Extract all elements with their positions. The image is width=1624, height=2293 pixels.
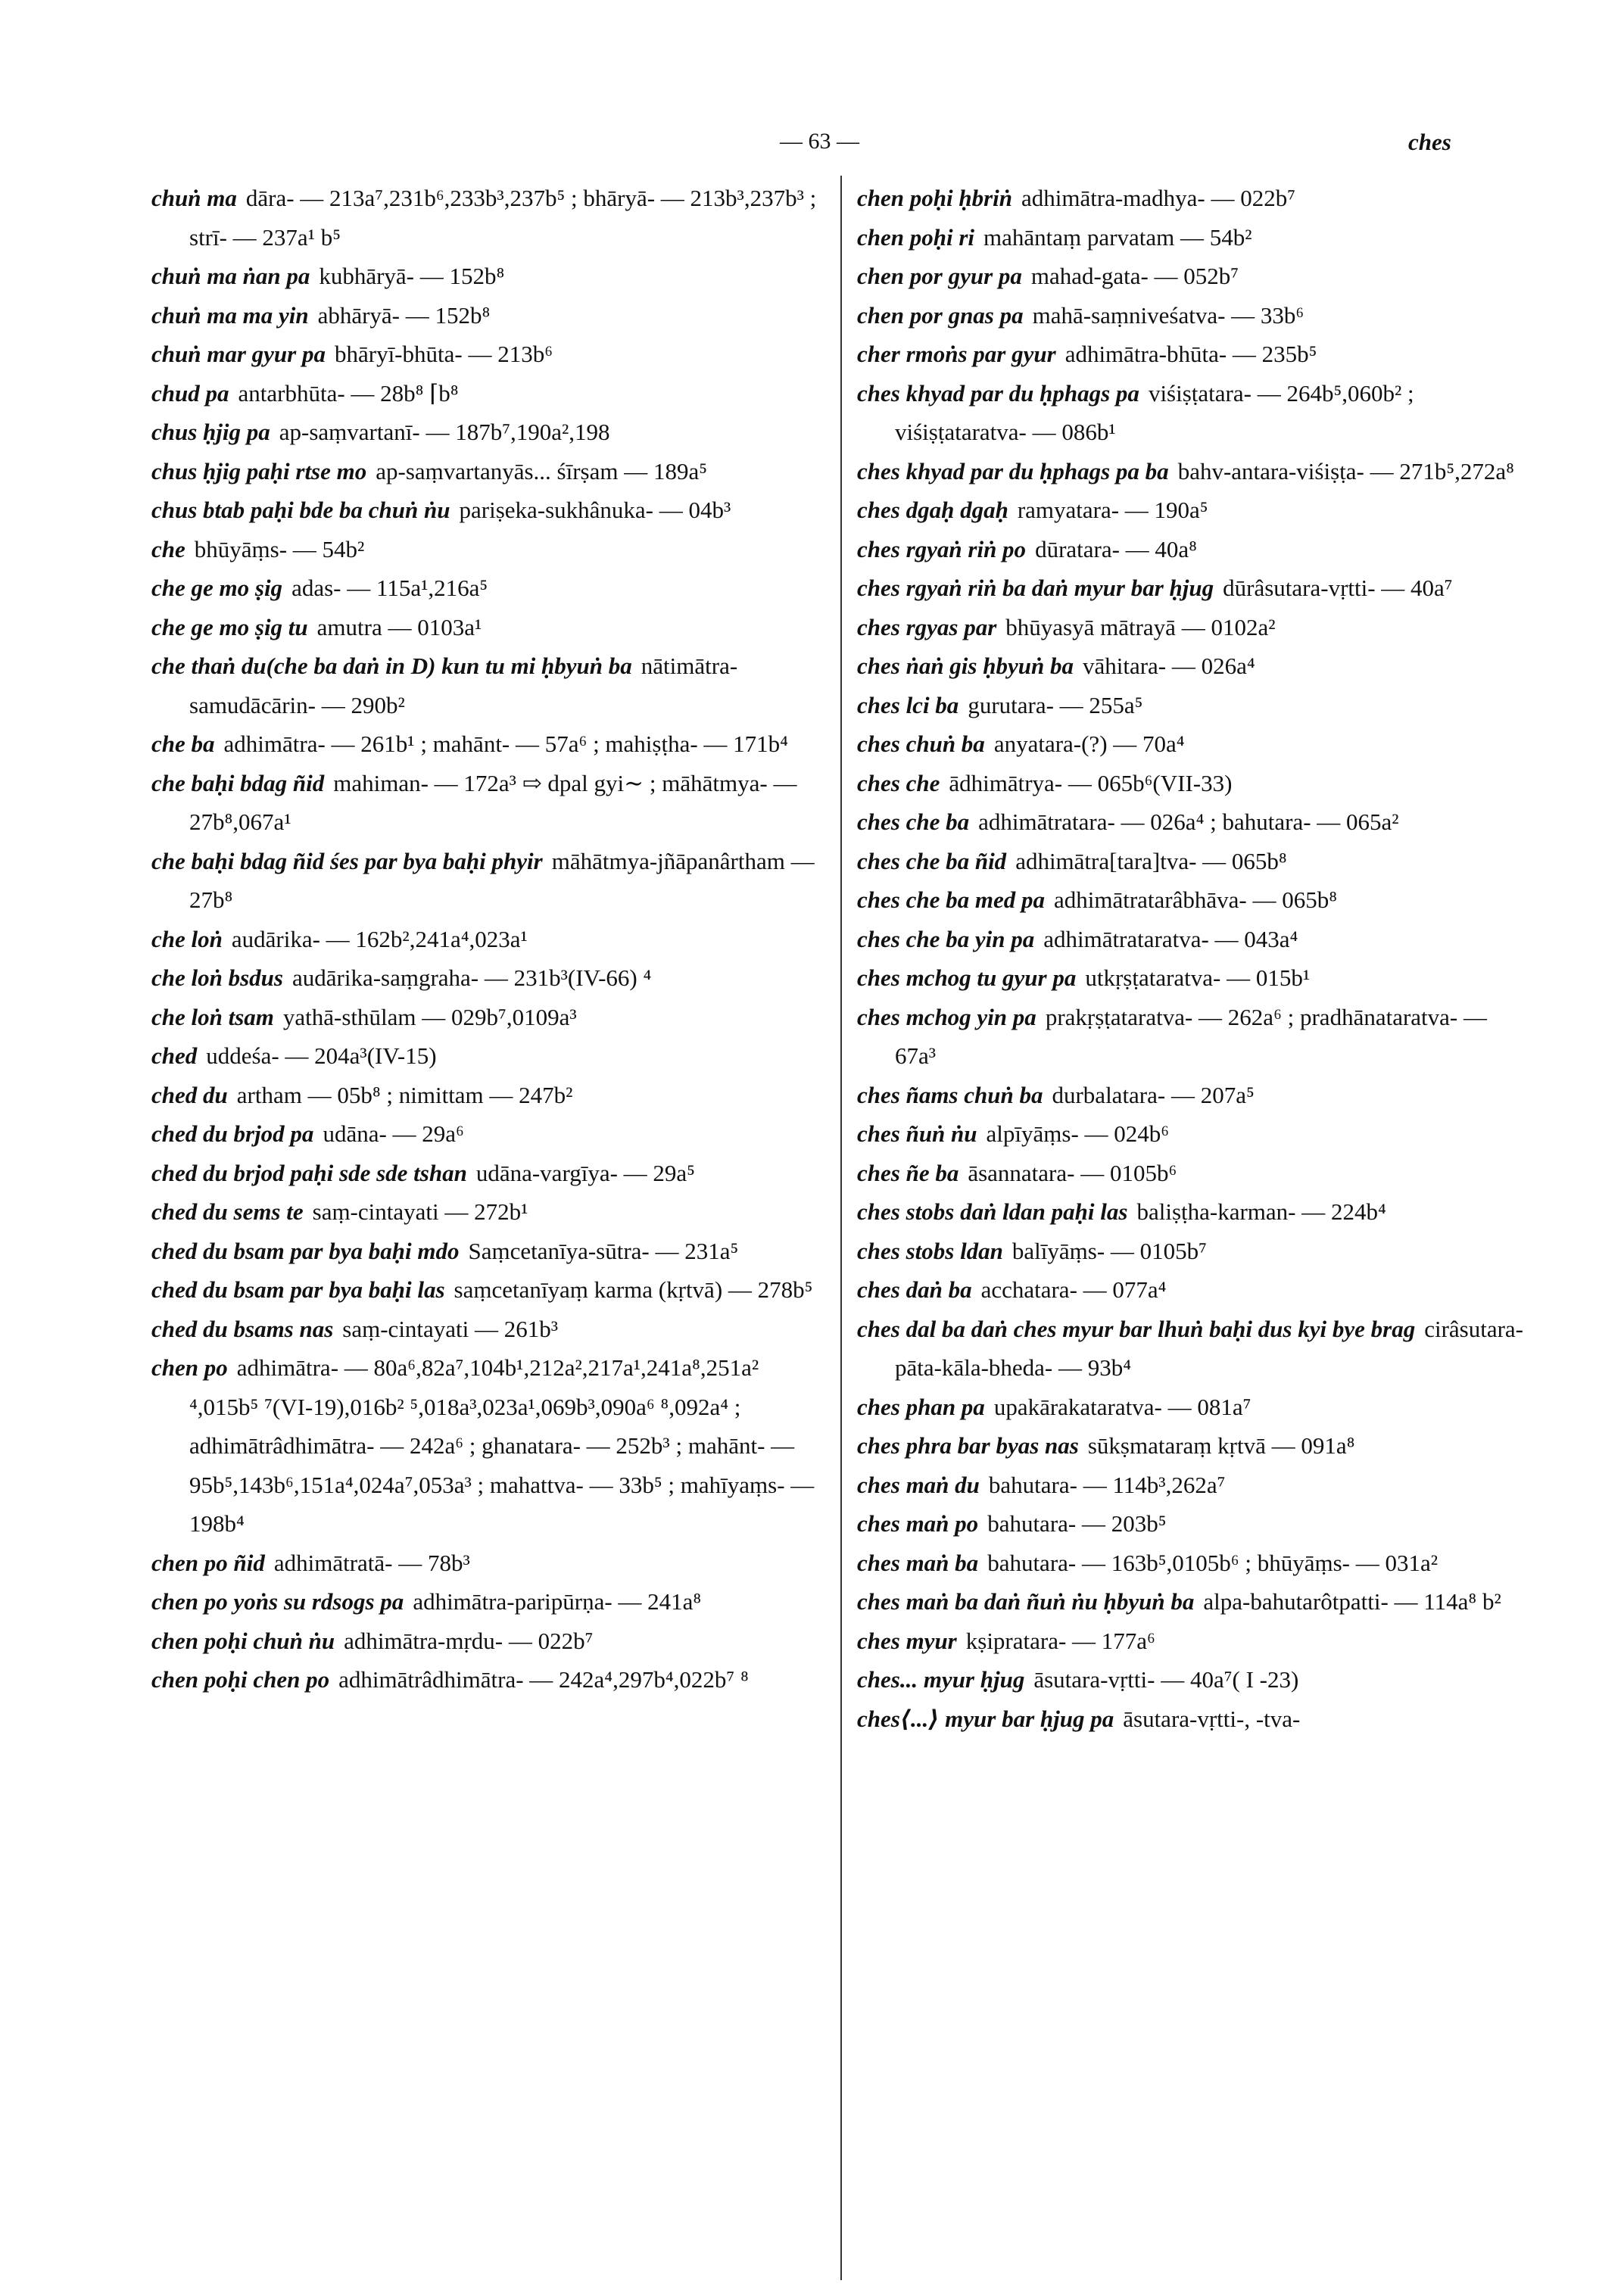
dictionary-entry: [151, 1582, 818, 1622]
entry-headword: ched du bsam par bya baḥi las: [151, 1276, 445, 1303]
dictionary-entry: [857, 1388, 1527, 1427]
dictionary-entry: [857, 218, 1527, 257]
entry-definition: adhimātratarâbhāva- — 065b⁸: [1053, 886, 1338, 913]
dictionary-entry: [857, 257, 1527, 296]
dictionary-entry: [857, 1154, 1527, 1193]
entry-definition: ap-saṃvartanyās... śīrṣam — 189a⁵: [376, 457, 708, 484]
entry-definition: acchatara- — 077a⁴: [980, 1276, 1167, 1303]
entry-headword: che loṅ tsam: [151, 1003, 274, 1030]
entry-definition: āsannatara- — 0105b⁶: [968, 1159, 1177, 1186]
dictionary-entry: [151, 257, 818, 296]
dictionary-entry: [857, 1544, 1527, 1583]
dictionary-entry: [857, 1310, 1527, 1388]
entry-definition: bahutara- — 114b³,262a⁷: [988, 1471, 1226, 1498]
entry-definition: adas- — 115a¹,216a⁵: [291, 575, 488, 601]
entry-definition: adhimātra- — 261b¹ ; mahānt- — 57a⁶ ; mahiṣṭha- — 171b⁴: [223, 731, 788, 757]
dictionary-entry: [857, 1699, 1527, 1739]
dictionary-entry: [151, 491, 818, 530]
entry-headword: ches phra bar byas nas: [857, 1432, 1079, 1459]
dictionary-entry: [857, 724, 1527, 764]
entry-headword: chus ḥjig pa: [151, 419, 270, 445]
entry-headword: chen po: [151, 1354, 228, 1381]
entry-definition: saṃ-cintayati — 272b¹: [312, 1198, 528, 1225]
entry-definition: saṃ-cintayati — 261b³: [342, 1315, 559, 1342]
entry-definition: bhūyāṃs- — 54b²: [194, 535, 365, 562]
entry-headword: ches⟨...⟩ myur bar ḥjug pa: [857, 1705, 1114, 1732]
dictionary-entry: [857, 452, 1527, 491]
entry-headword: che ge mo ṣig tu: [151, 613, 308, 640]
dictionary-entry: [151, 1232, 818, 1271]
dictionary-entry: [151, 1310, 818, 1349]
entry-headword: ches chuṅ ba: [857, 731, 985, 757]
dictionary-entry: [857, 958, 1527, 998]
entry-definition: artham — 05b⁸ ; nimittam — 247b²: [236, 1081, 573, 1108]
entry-headword: ches khyad par du ḥphags pa ba: [857, 457, 1169, 484]
entry-definition: sūkṣmataraṃ kṛtvā — 091a⁸: [1087, 1432, 1355, 1459]
entry-headword: ched du brjod paḥi sde sde tshan: [151, 1159, 467, 1186]
dictionary-entry: [151, 413, 818, 452]
dictionary-entry: [857, 1466, 1527, 1505]
entry-headword: ches rgyaṅ riṅ ba daṅ myur bar ḥjug: [857, 575, 1214, 601]
entry-headword: ches ñams chuṅ ba: [857, 1081, 1043, 1108]
entry-headword: ched du bsam par bya baḥi mdo: [151, 1237, 460, 1264]
dictionary-entry: [151, 1192, 818, 1232]
dictionary-entry: [151, 569, 818, 608]
dictionary-entry: [857, 1622, 1527, 1661]
dictionary-entry: [857, 764, 1527, 803]
entry-headword: ches che: [857, 769, 940, 796]
dictionary-entry: [857, 1192, 1527, 1232]
entry-headword: chen poḥi chen po: [151, 1666, 330, 1693]
entry-definition: alpa-bahutarôtpatti- — 114a⁸ b²: [1203, 1588, 1501, 1615]
dictionary-entry: [857, 1114, 1527, 1154]
entry-headword: chen poḥi ḥbriṅ: [857, 185, 1013, 211]
entry-headword: chen poḥi chuṅ ṅu: [151, 1627, 335, 1654]
dictionary-entry: [857, 374, 1527, 452]
entry-headword: ches che ba med pa: [857, 886, 1045, 913]
entry-definition: udāna- — 29a⁶: [323, 1120, 464, 1147]
entry-definition: nātimātra-samudācārin- — 290b²: [189, 653, 738, 718]
entry-headword: chen por gnas pa: [857, 301, 1024, 329]
dictionary-entry: [151, 296, 818, 335]
entry-definition: saṃcetanīyaṃ karma (kṛtvā) — 278b⁵: [454, 1276, 813, 1303]
entry-definition: anyatara-(?) — 70a⁴: [993, 731, 1185, 757]
dictionary-entry: [857, 1582, 1527, 1622]
entry-definition: bhūyasyā mātrayā — 0102a²: [1005, 613, 1276, 640]
page-number: — 63 —: [780, 129, 859, 154]
entry-definition: prakṛṣṭataratva- — 262a⁶ ; pradhānataratva- — 67a³: [895, 1003, 1487, 1069]
dictionary-entry: [151, 1114, 818, 1154]
entry-definition: adhimātratā- — 78b³: [273, 1549, 470, 1576]
dictionary-entry: [857, 1504, 1527, 1544]
entry-headword: che thaṅ du(che ba daṅ in D) kun tu mi ḥbyuṅ ba: [151, 653, 632, 679]
entry-definition: adhimātra-mṛdu- — 022b⁷: [344, 1627, 594, 1654]
entry-definition: adhimātra[tara]tva- — 065b⁸: [1015, 847, 1287, 874]
dictionary-entry: [857, 646, 1527, 686]
dictionary-entry: [857, 569, 1527, 608]
dictionary-entry: [857, 1426, 1527, 1466]
entry-headword: ches maṅ du: [857, 1471, 980, 1498]
entry-headword: chus ḥjig paḥi rtse mo: [151, 457, 367, 484]
entry-headword: che baḥi bdag ñid: [151, 769, 325, 796]
entry-definition: āsutara-vṛtti- — 40a⁷( I -23): [1033, 1666, 1299, 1693]
entry-headword: cher rmoṅs par gyur: [857, 341, 1056, 367]
entry-definition: bahutara- — 163b⁵,0105b⁶ ; bhūyāṃs- — 031a²: [987, 1549, 1439, 1576]
entry-headword: ches stobs ldan: [857, 1237, 1003, 1264]
dictionary-entry: [151, 920, 818, 959]
dictionary-entry: [857, 296, 1527, 335]
dictionary-entry: [857, 686, 1527, 725]
entry-definition: Saṃcetanīya-sūtra- — 231a⁵: [468, 1237, 739, 1264]
dictionary-entry: [857, 1232, 1527, 1271]
entry-definition: adhimātra-madhya- — 022b⁷: [1021, 185, 1296, 211]
dictionary-entry: [857, 842, 1527, 881]
entry-definition: bahutara- — 203b⁵: [987, 1510, 1167, 1537]
entry-headword: ches che ba yin pa: [857, 925, 1035, 952]
dictionary-entry: [151, 958, 818, 998]
entry-headword: chen poḥi ri: [857, 223, 975, 251]
entry-definition: udāna-vargīya- — 29a⁵: [475, 1159, 695, 1186]
dictionary-entry: [857, 491, 1527, 530]
entry-headword: ches... myur ḥjug: [857, 1666, 1025, 1693]
dictionary-entry: [151, 842, 818, 920]
entry-headword: ched du bsams nas: [151, 1315, 334, 1342]
entry-definition: mahāntaṃ parvatam — 54b²: [983, 223, 1252, 251]
entry-headword: chen po yoṅs su rdsogs pa: [151, 1588, 404, 1615]
entry-headword: ches maṅ ba daṅ ñuṅ ṅu ḥbyuṅ ba: [857, 1588, 1195, 1615]
entry-headword: che loṅ bsdus: [151, 964, 283, 991]
entry-definition: adhimātra-bhūta- — 235b⁵: [1064, 341, 1317, 367]
dictionary-entry: [151, 998, 818, 1037]
entry-headword: chud pa: [151, 379, 229, 407]
dictionary-entry: [151, 1036, 818, 1076]
entry-definition: vāhitara- — 026a⁴: [1082, 653, 1255, 679]
entry-headword: ched: [151, 1042, 198, 1069]
entry-headword: chen por gyur pa: [857, 263, 1022, 289]
dictionary-entry: [151, 1348, 818, 1544]
dictionary-entry: [151, 530, 818, 569]
entry-definition: abhāryā- — 152b⁸: [317, 301, 491, 329]
entry-definition: ādhimātrya- — 065b⁶(VII-33): [949, 769, 1233, 796]
dictionary-entry: [151, 1660, 818, 1699]
entry-definition: adhimātrâdhimātra- — 242a⁴,297b⁴,022b⁷ ⁸: [338, 1666, 749, 1693]
entry-definition: balīyāṃs- — 0105b⁷: [1011, 1237, 1207, 1264]
entry-definition: alpīyāṃs- — 024b⁶: [986, 1120, 1170, 1147]
dictionary-entry: [857, 1270, 1527, 1310]
entry-headword: ches ñuṅ ṅu: [857, 1120, 977, 1147]
entry-headword: ches rgyaṅ riṅ po: [857, 535, 1027, 562]
entry-headword: ches che ba: [857, 808, 970, 835]
entry-definition: dūrâsutara-vṛtti- — 40a⁷: [1223, 575, 1453, 601]
entry-definition: adhimātra- — 80a⁶,82a⁷,104b¹,212a²,217a¹,241a⁸,251a² ⁴,015b⁵ ⁷(VI-19),016b² ⁵,018a³,023a¹,069b³,090a⁶ ⁸,092a⁴ ; adhimātrâdhimātra- — 242a⁶ ; ghanatara- — 252b³ ; mahānt- — 95b⁵,143b⁶,151a⁴,024a⁷,053a³ ; mahattva- — 33b⁵ ; mahīyaṃs- — 198b⁴: [189, 1354, 815, 1537]
dictionary-entry: [151, 1622, 818, 1661]
dictionary-entry: [151, 1270, 818, 1310]
entry-definition: audārika- — 162b²,241a⁴,023a¹: [231, 925, 528, 952]
entry-headword: che ge mo ṣig: [151, 575, 283, 601]
entry-headword: ched du: [151, 1081, 228, 1108]
entry-definition: ramyatara- — 190a⁵: [1017, 497, 1208, 523]
dictionary-entry: [151, 1544, 818, 1583]
entry-headword: ched du sems te: [151, 1198, 304, 1225]
entry-headword: chuṅ ma ma yin: [151, 301, 309, 329]
dictionary-entry: [151, 335, 818, 374]
entry-headword: ches khyad par du ḥphags pa: [857, 379, 1139, 407]
entry-headword: che loṅ: [151, 925, 223, 952]
entry-headword: ches mchog yin pa: [857, 1003, 1036, 1030]
dictionary-entry: [151, 646, 818, 724]
entry-headword: ches che ba ñid: [857, 847, 1007, 874]
entry-definition: dāra- — 213a⁷,231b⁶,233b³,237b⁵ ; bhāryā- — 213b³,237b³ ; strī- — 237a¹ b⁵: [189, 185, 817, 251]
entry-definition: utkṛṣṭataratva- — 015b¹: [1085, 964, 1311, 991]
dictionary-entry: [857, 335, 1527, 374]
dictionary-entry: [151, 608, 818, 647]
entry-definition: bhāryī-bhūta- — 213b⁶: [334, 341, 553, 367]
entry-definition: kṣipratara- — 177a⁶: [965, 1627, 1155, 1654]
entry-headword: ches daṅ ba: [857, 1276, 972, 1303]
entry-headword: ches mchog tu gyur pa: [857, 964, 1077, 991]
entry-headword: ches dal ba daṅ ches myur bar lhuṅ baḥi dus kyi bye brag: [857, 1315, 1416, 1342]
entry-definition: baliṣṭha-karman- — 224b⁴: [1136, 1198, 1386, 1225]
entry-definition: kubhāryā- — 152b⁸: [319, 263, 505, 289]
entry-headword: chus btab paḥi bde ba chuṅ ṅu: [151, 497, 450, 523]
dictionary-entry: [857, 179, 1527, 218]
entry-headword: chuṅ ma ṅan pa: [151, 263, 310, 289]
dictionary-entry: [857, 920, 1527, 959]
entry-definition: āsutara-vṛtti-, -tva-: [1123, 1705, 1301, 1732]
entry-headword: ches ṅaṅ gis ḥbyuṅ ba: [857, 653, 1074, 679]
entry-headword: ches maṅ ba: [857, 1549, 979, 1576]
entry-definition: māhātmya-jñāpanârtham — 27b⁸: [189, 847, 815, 913]
column-divider: [840, 176, 842, 2280]
entry-definition: yathā-sthūlam — 029b⁷,0109a³: [282, 1003, 577, 1030]
entry-headword: che: [151, 535, 185, 562]
dictionary-entry: [151, 452, 818, 491]
entry-headword: ches rgyas par: [857, 613, 997, 640]
entry-definition: dūratara- — 40a⁸: [1035, 535, 1197, 562]
dictionary-entry: [151, 1154, 818, 1193]
entry-headword: ches phan pa: [857, 1393, 985, 1420]
entry-definition: durbalatara- — 207a⁵: [1052, 1081, 1255, 1108]
entry-definition: amutra — 0103a¹: [316, 613, 482, 640]
entry-definition: audārika-saṃgraha- — 231b³(IV-66) ⁴: [291, 964, 652, 991]
entry-headword: ches maṅ po: [857, 1510, 979, 1537]
entry-definition: adhimātratara- — 026a⁴ ; bahutara- — 065a²: [978, 808, 1399, 835]
entry-headword: ched du brjod pa: [151, 1120, 314, 1147]
entry-definition: uddeśa- — 204a³(IV-15): [206, 1042, 437, 1069]
entry-headword: ches lci ba: [857, 691, 959, 718]
entry-definition: upakārakataratva- — 081a⁷: [993, 1393, 1252, 1420]
entry-headword: ches ñe ba: [857, 1159, 959, 1186]
entry-definition: bahv-antara-viśiṣṭa- — 271b⁵,272a⁸: [1177, 457, 1514, 484]
dictionary-entry: [151, 724, 818, 764]
entry-definition: adhimātrataratva- — 043a⁴: [1043, 925, 1298, 952]
dictionary-entry: [857, 530, 1527, 569]
dictionary-entry: [151, 1076, 818, 1115]
entry-headword: che baḥi bdag ñid śes par bya baḥi phyir: [151, 847, 543, 874]
dictionary-entry: [857, 998, 1527, 1076]
entry-headword: ches myur: [857, 1627, 957, 1654]
dictionary-entry: [857, 880, 1527, 920]
entry-definition: mahiman- — 172a³ ⇨ dpal gyi∼ ; māhātmya- — 27b⁸,067a¹: [189, 769, 797, 835]
entry-definition: ap-saṃvartanī- — 187b⁷,190a²,198: [279, 419, 610, 445]
entry-definition: cirâsutara-pāta-kāla-bheda- — 93b⁴: [895, 1315, 1523, 1381]
entry-headword: ches stobs daṅ ldan paḥi las: [857, 1198, 1128, 1225]
dictionary-entry: [151, 179, 818, 257]
dictionary-entry: [151, 764, 818, 842]
entry-definition: antarbhūta- — 28b⁸ ⌈b⁸: [238, 379, 459, 407]
dictionary-entry: [857, 608, 1527, 647]
dictionary-entry: [151, 374, 818, 413]
entry-headword: chuṅ mar gyur pa: [151, 341, 326, 367]
entry-definition: viśiṣṭatara- — 264b⁵,060b² ; viśiṣṭataratva- — 086b¹: [895, 379, 1414, 445]
dictionary-entry: [857, 1076, 1527, 1115]
entry-definition: mahā-saṃniveśatva- — 33b⁶: [1032, 301, 1304, 329]
entry-definition: gurutara- — 255a⁵: [968, 691, 1143, 718]
entry-definition: mahad-gata- — 052b⁷: [1030, 263, 1239, 289]
running-head: ches: [1408, 129, 1451, 155]
right-column: [857, 179, 1527, 1738]
entry-headword: che ba: [151, 731, 215, 757]
entry-definition: adhimātra-paripūrṇa- — 241a⁸: [413, 1588, 702, 1615]
dictionary-entry: [857, 1660, 1527, 1699]
left-column: [151, 179, 818, 1699]
entry-headword: chuṅ ma: [151, 185, 237, 211]
dictionary-entry: [857, 802, 1527, 842]
entry-definition: pariṣeka-sukhânuka- — 04b³: [459, 497, 731, 523]
entry-headword: chen po ñid: [151, 1549, 265, 1576]
entry-headword: ches dgaḥ dgaḥ: [857, 497, 1008, 523]
